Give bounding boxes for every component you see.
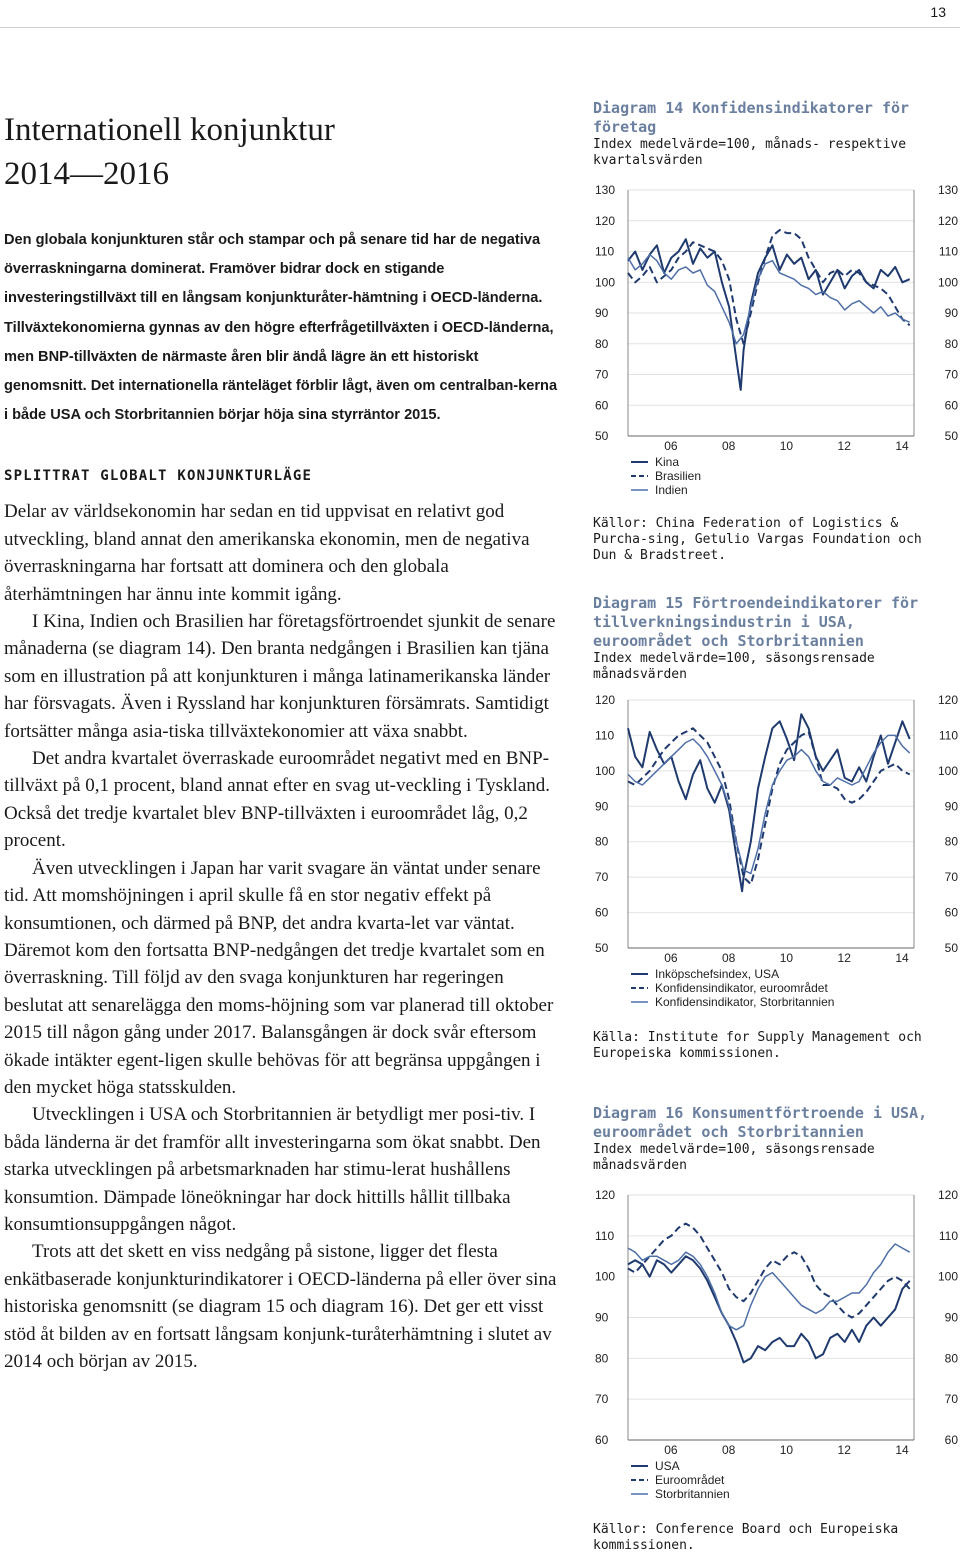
- y-tick-label-right: 90: [944, 1310, 958, 1325]
- y-tick-label-left: 120: [595, 213, 616, 228]
- y-tick-label-right: 80: [944, 834, 958, 849]
- y-tick-label-left: 110: [595, 728, 615, 743]
- y-tick-label-left: 90: [595, 306, 609, 320]
- diagram-source: Källor: Conference Board och Europeiska kommissionen.: [593, 1522, 899, 1553]
- y-tick-label-right: 90: [944, 306, 958, 320]
- diagram-subtitle: Index medelvärde=100, säsongsrensade månadsvärden: [593, 1142, 875, 1173]
- body-paragraph: Även utvecklingen i Japan har varit svagare än väntat under senare tid. Att momshöjningen i april skulle få en stor negativ effekt på konsumtionen, och därmed på BNP, det andra kvarta-let var väntat. Däremot kom den fortsatta BNP-nedgången det tredje kvartalet som en överraskning. Till följd av den svaga konjunkturen har regeringen beslutat att senarelägga den moms-höjning som var planerad till oktober 2015 till någon gång under 2017. Balansgången är dock svår eftersom ökade intäkter egent-ligen skulle behövas för att begränsa uppgången i den mycket höga statsskulden.: [4, 857, 554, 1098]
- y-tick-label-left: 90: [595, 799, 609, 814]
- legend-label: Brasilien: [655, 469, 702, 483]
- x-tick-label: 08: [721, 1443, 736, 1457]
- y-tick-label-right: 60: [944, 905, 958, 920]
- y-tick-label-right: 120: [937, 1188, 958, 1202]
- x-tick-label: 12: [837, 951, 851, 965]
- legend-label: USA: [655, 1459, 680, 1473]
- body-text: [4, 498, 564, 1375]
- lead-line: Den globala konjunkturen står och stampar och på senare tid har: [4, 232, 456, 248]
- lead-line: en stigande investeringstillväxt till en långsam konjunkturåter-: [4, 261, 445, 307]
- y-tick-label-left: 50: [595, 941, 609, 955]
- y-tick-label-left: 60: [595, 905, 609, 920]
- diagram-16-chart: [593, 1184, 960, 1514]
- y-tick-label-right: 70: [944, 1392, 958, 1407]
- diagram-15-chart: [593, 689, 960, 1019]
- page-title-line: 2014—2016: [4, 156, 169, 192]
- x-tick-label: 14: [895, 951, 909, 965]
- y-tick-label-right: 50: [944, 941, 958, 955]
- x-tick-label: 12: [837, 439, 851, 453]
- section-heading: SPLITTRAT GLOBALT KONJUNKTURLÄGE: [4, 468, 313, 485]
- series-line: [628, 255, 910, 344]
- x-tick-label: 10: [779, 951, 794, 965]
- diagram-14: [593, 99, 960, 169]
- body-paragraph: Det andra kvartalet överraskade euroområdet negativt med en BNP-tillväxt på 0,1 procent, bland annat efter en svag ut-veckling i Tyskland. Också det tredje kvartalet blev BNP-tillväxten i euroområdet låg, 0,2 procent.: [4, 748, 550, 852]
- y-tick-label-left: 60: [595, 1433, 609, 1447]
- y-tick-label-right: 70: [944, 870, 958, 885]
- y-tick-label-right: 70: [944, 367, 958, 382]
- lead-line: Det internationella ränteläget förblir lågt, även om centralban-: [90, 378, 519, 395]
- lead-line: hämtning i OECD-länderna. Tillväxtekonomierna gynnas av den: [4, 290, 543, 336]
- legend-label: Indien: [655, 483, 688, 497]
- series-line: [628, 230, 910, 344]
- y-tick-label-right: 120: [937, 213, 958, 228]
- lead-line: kerna i både USA och Storbritannien börjar höja sina styrräntor: [4, 378, 558, 424]
- y-tick-label-right: 90: [944, 799, 958, 814]
- y-tick-label-right: 80: [944, 336, 958, 351]
- body-paragraph: I Kina, Indien och Brasilien har företagsförtroendet sjunkit de senare månaderna (se diagram 14). Den branta nedgången i Brasilien kan tjäna som en illustration på att konjunkturen i många latinamerikanska länder har försvagats. Även i Ryssland har konjunkturen försämrats. Samtidigt fortsätter många asia-tiska tillväxtekonomier att växa snabbt.: [4, 611, 556, 742]
- y-tick-label-left: 70: [595, 1392, 609, 1407]
- page-title: [4, 108, 564, 196]
- diagram-title: Diagram 15 Förtroendeindikatorer för tillverkningsindustrin i USA, euroområdet och Storbritannien: [593, 594, 919, 650]
- y-tick-label-right: 60: [944, 398, 958, 413]
- page-title-line: Internationell konjunktur: [4, 112, 335, 148]
- diagram-source: Källor: China Federation of Logistics & Purcha-sing, Getulio Vargas Foundation och Dun & Bradstreet.: [593, 516, 922, 563]
- diagram-16: [593, 1104, 960, 1174]
- y-tick-label-left: 130: [595, 183, 616, 197]
- y-tick-label-left: 110: [595, 1228, 615, 1243]
- x-tick-label: 14: [895, 439, 909, 453]
- lead-line: de negativa överraskningarna dominerat. Framöver bidrar dock: [4, 232, 541, 278]
- y-tick-label-right: 110: [938, 728, 958, 743]
- series-line: [628, 1244, 910, 1330]
- lead-paragraph: [4, 226, 564, 430]
- x-tick-label: 08: [721, 439, 736, 453]
- x-tick-label: 10: [779, 1443, 794, 1457]
- y-tick-label-right: 110: [938, 1228, 958, 1243]
- x-tick-label: 06: [664, 1443, 678, 1457]
- y-tick-label-left: 100: [595, 1269, 616, 1284]
- page-number: 13: [930, 4, 946, 20]
- y-tick-label-right: 110: [938, 244, 958, 259]
- series-line: [628, 1256, 910, 1362]
- legend-label: Konfidensindikator, euroområdet: [655, 981, 828, 995]
- lead-line: högre efterfrågetillväxten i OECD-länderna, men BNP-tillväxten: [4, 319, 554, 365]
- header-rule: [0, 27, 960, 28]
- y-tick-label-left: 120: [595, 1188, 616, 1202]
- diagram-subtitle: Index medelvärde=100, månads- respektive kvartalsvärden: [593, 137, 907, 168]
- y-tick-label-left: 100: [595, 763, 616, 778]
- legend-label: Kina: [655, 455, 680, 469]
- y-tick-label-left: 120: [595, 693, 616, 707]
- y-tick-label-left: 80: [595, 1351, 609, 1366]
- x-tick-label: 12: [837, 1443, 851, 1457]
- y-tick-label-right: 60: [944, 1433, 958, 1447]
- y-tick-label-left: 80: [595, 834, 609, 849]
- y-tick-label-left: 90: [595, 1310, 609, 1325]
- body-paragraph: Delar av världsekonomin har sedan en tid uppvisat en relativt god utveckling, bland annat den amerikanska ekonomin, men de negativa överraskningarna har fortsatt att dominera och den globala återhämtningen har ännu inte kommit igång.: [4, 501, 530, 605]
- y-tick-label-left: 50: [595, 429, 609, 443]
- lead-line: de närmaste åren blir ändå lägre än ett historiskt genomsnitt.: [4, 348, 479, 395]
- x-tick-label: 06: [664, 951, 678, 965]
- diagram-title: Diagram 16 Konsumentförtroende i USA, euroområdet och Storbritannien: [593, 1104, 928, 1141]
- legend-label: Storbritannien: [655, 1487, 730, 1501]
- main-column: [4, 108, 564, 1375]
- legend-label: Inköpschefsindex, USA: [655, 967, 780, 981]
- body-paragraph: Utvecklingen i USA och Storbritannien är betydligt mer posi-tiv. I båda länderna är det framför allt investeringarna som ökat snabbt. Den starka utvecklingen på arbetsmarknaden har stimu-lerat hushållens konsumtion. Dämpade löneökningar har dock hittills hållit tillbaka konsumtionsuppgången något.: [4, 1104, 541, 1235]
- diagram-14-chart: [593, 178, 960, 508]
- diagram-15: [593, 594, 960, 683]
- y-tick-label-right: 80: [944, 1351, 958, 1366]
- y-tick-label-left: 60: [595, 398, 609, 413]
- diagram-source: Källa: Institute for Supply Management och Europeiska kommissionen.: [593, 1030, 922, 1061]
- y-tick-label-right: 100: [937, 275, 958, 290]
- diagram-subtitle: Index medelvärde=100, säsongsrensade månadsvärden: [593, 651, 875, 682]
- x-tick-label: 08: [721, 951, 736, 965]
- y-tick-label-left: 70: [595, 870, 609, 885]
- x-tick-label: 14: [895, 1443, 909, 1457]
- body-paragraph: Trots att det skett en viss nedgång på sistone, ligger det flesta enkätbaserade konjunkturindikatorer i OECD-länderna på eller över sina historiska genomsnitt (se diagram 15 och diagram 16). Det ger ett visst stöd åt bilden av en fortsatt långsam konjunk-turåterhämtning i slutet av 2014 och början av 2015.: [4, 1241, 557, 1373]
- x-tick-label: 10: [779, 439, 794, 453]
- y-tick-label-right: 100: [937, 763, 958, 778]
- y-tick-label-right: 130: [937, 183, 958, 197]
- diagram-title: Diagram 14 Konfidensindikatorer för företag: [593, 99, 910, 136]
- legend-label: Konfidensindikator, Storbritannien: [655, 995, 835, 1009]
- y-tick-label-left: 100: [595, 275, 616, 290]
- y-tick-label-right: 100: [937, 1269, 958, 1284]
- y-tick-label-left: 70: [595, 367, 609, 382]
- y-tick-label-right: 50: [944, 429, 958, 443]
- y-tick-label-right: 120: [937, 693, 958, 707]
- y-tick-label-left: 80: [595, 336, 609, 351]
- lead-line: 2015.: [404, 407, 441, 424]
- legend-label: Euroområdet: [655, 1473, 725, 1487]
- x-tick-label: 06: [664, 439, 678, 453]
- y-tick-label-left: 110: [595, 244, 615, 259]
